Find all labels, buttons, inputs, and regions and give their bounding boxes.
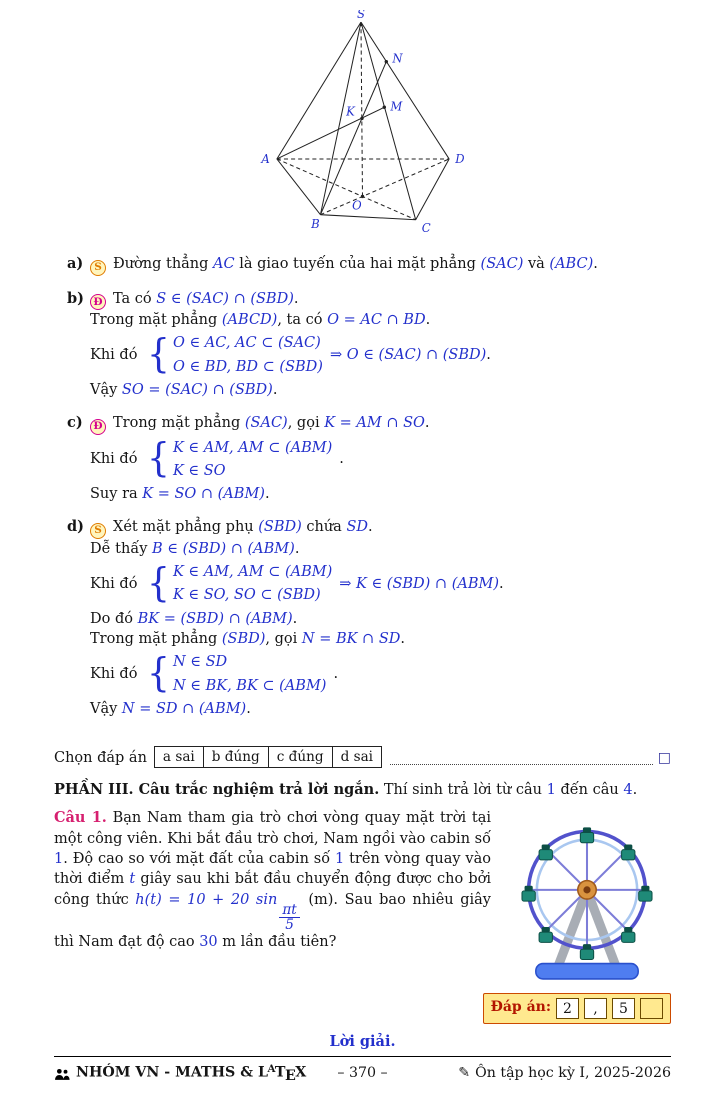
question-number: Câu 1. xyxy=(54,809,107,827)
cases-brace: { xyxy=(147,331,170,377)
cases-brace: { xyxy=(147,560,170,606)
item-label: d) xyxy=(67,518,84,536)
khido-text: Khi đó xyxy=(90,346,143,363)
dapan-box xyxy=(483,993,671,1024)
solution-item-b xyxy=(67,289,671,401)
solution-line: Suy ra K = SO ∩ (ABM). xyxy=(90,486,270,503)
statement-text: Ta có S ∈ (SAC) ∩ (SBD). xyxy=(113,290,299,307)
solution-line xyxy=(67,413,671,434)
implication-text: ⇒ O ∈ (SAC) ∩ (SBD). xyxy=(329,346,491,363)
solution-item-a xyxy=(67,254,671,275)
solution-line: Do đó BK = (SBD) ∩ (ABM). xyxy=(90,610,298,627)
solution-line: Trong mặt phẳng (ABCD), ta có O = AC ∩ BD. xyxy=(90,311,431,328)
answer-cell-b: b đúng xyxy=(203,747,268,767)
cases-row xyxy=(67,435,671,482)
cases-brace: { xyxy=(147,435,170,481)
answer-cell-d: d sai xyxy=(332,747,381,767)
cases-row xyxy=(67,333,671,377)
cases-column: K ∈ AM, AM ⊂ (ABM) K ∈ SO xyxy=(172,439,333,479)
statement-text: Trong mặt phẳng (SAC), gọi K = AM ∩ SO. xyxy=(113,415,430,432)
dapan-cell-3: 5 xyxy=(612,998,635,1019)
point-label-C: C xyxy=(421,220,431,235)
dapan-cell-1: 2 xyxy=(556,998,579,1019)
correct-badge: Đ xyxy=(90,419,106,435)
dapan-cell-4 xyxy=(640,998,663,1019)
item-label: a) xyxy=(67,255,84,273)
answer-cell-c: c đúng xyxy=(268,747,332,767)
ferris-wheel-svg xyxy=(503,810,671,982)
choose-answer-row xyxy=(54,746,671,768)
loigiai-heading: Lời giải. xyxy=(329,1032,396,1050)
solution-line: Dễ thấy B ∈ (SBD) ∩ (ABM). xyxy=(90,540,300,557)
pyramid-svg xyxy=(254,10,472,238)
pyramid-figure xyxy=(54,0,671,244)
point-label-A: A xyxy=(260,152,270,167)
group-name: NHÓM VN - MATHS & $L^ATEX$ xyxy=(76,1063,307,1084)
footer-right xyxy=(388,1064,671,1084)
solution-item-c xyxy=(67,413,671,504)
point-label-N: N xyxy=(391,51,403,66)
period-text: . xyxy=(333,665,339,682)
dapan-label: Đáp án: xyxy=(490,999,551,1016)
solution-line: Trong mặt phẳng (SBD), gọi N = BK ∩ SD. xyxy=(90,630,405,647)
statement-text: Đường thẳng AC là giao tuyến của hai mặt phẳng (SAC) và (ABC). xyxy=(113,256,598,273)
solution-line: Vậy SO = (SAC) ∩ (SBD). xyxy=(90,381,278,398)
implication-text: ⇒ K ∈ (SBD) ∩ (ABM). xyxy=(339,575,504,592)
cases-row xyxy=(67,652,671,696)
item-label: b) xyxy=(67,289,84,307)
khido-text: Khi đó xyxy=(90,575,143,592)
choose-answer-label: Chọn đáp án xyxy=(54,749,147,766)
part3-subtitle: Thí sinh trả lời từ câu 1 đến câu 4. xyxy=(379,782,638,799)
cases-column: N ∈ SD N ∈ BK, BK ⊂ (ABM) xyxy=(172,654,327,694)
short-answer-row xyxy=(54,993,671,1024)
period-text: . xyxy=(339,451,344,468)
part3-title: PHẦN III. Câu trắc nghiệm trả lời ngắn. xyxy=(54,781,380,799)
point-label-M: M xyxy=(389,99,402,114)
people-icon xyxy=(54,1068,70,1081)
cases-row xyxy=(67,562,671,606)
point-label-S: S xyxy=(356,10,365,22)
dotted-leader xyxy=(390,750,653,765)
statement-text: Xét mặt phẳng phụ (SBD) chứa SD. xyxy=(113,519,373,536)
end-square-icon: □ xyxy=(657,750,671,767)
solution-line xyxy=(67,254,671,275)
question-text: Bạn Nam tham gia trò chơi vòng quay mặt trời tại một công viên. Khi bắt đầu trò chơi, Nam ngồi vào cabin số 1. Độ cao so với mặt đất của cabin số 1 trên vòng quay vào thời điểm t giây sau khi bắt đầu chuyển động được cho bởi công thức h(t) = 10 + 20 sin $\frac{\pi t}{5}$ (m). Sau bao nhiêu giây thì Nam đạt độ cao 30 m lần đầu tiên? xyxy=(54,810,496,951)
correct-badge: Đ xyxy=(90,294,106,310)
point-label-K: K xyxy=(345,104,355,119)
wrong-badge: S xyxy=(90,260,106,276)
point-label-D: D xyxy=(454,152,465,167)
part3-heading xyxy=(54,780,671,800)
answer-table xyxy=(154,746,382,768)
cases-column: O ∈ AC, AC ⊂ (SAC) O ∈ BD, BD ⊂ (SBD) xyxy=(172,335,323,375)
cases-brace: { xyxy=(147,650,170,696)
solution-item-d xyxy=(67,517,671,719)
page-number: – 370 – xyxy=(337,1065,388,1082)
footer-right-text: Ôn tập học kỳ I, 2025-2026 xyxy=(475,1065,672,1082)
solution-line xyxy=(67,517,671,538)
question-1 xyxy=(54,808,671,1023)
answer-cell-a: a sai xyxy=(162,749,195,766)
point-label-O: O xyxy=(351,198,362,213)
dapan-cell-2: , xyxy=(584,998,607,1019)
solution-line: Vậy N = SD ∩ (ABM). xyxy=(90,700,251,717)
ferris-wheel-illustration xyxy=(503,810,671,988)
point-label-B: B xyxy=(310,216,320,231)
footer-left xyxy=(54,1062,337,1086)
cases-column: K ∈ AM, AM ⊂ (ABM) K ∈ SO, SO ⊂ (SBD) xyxy=(172,564,333,604)
solution-line xyxy=(67,289,671,310)
item-label: c) xyxy=(67,414,83,432)
wrong-badge: S xyxy=(90,523,106,539)
pencil-icon: ✎ xyxy=(458,1065,471,1082)
page-footer xyxy=(54,1056,671,1095)
khido-text: Khi đó xyxy=(90,451,143,468)
khido-text: Khi đó xyxy=(90,665,143,682)
